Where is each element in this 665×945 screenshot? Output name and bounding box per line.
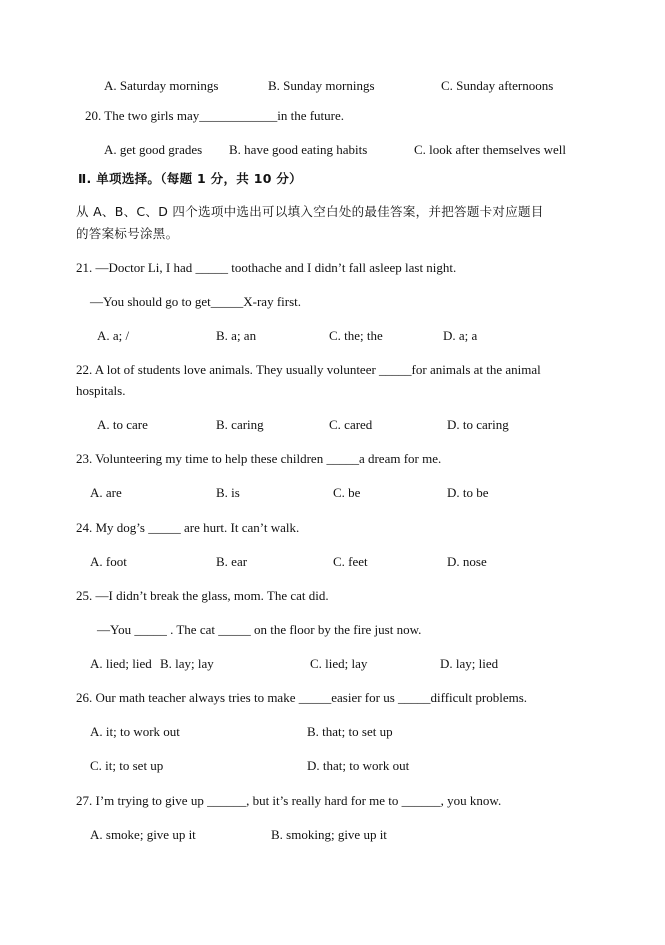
q21-option-a: A. a; / [97, 328, 130, 343]
q26-option-b: B. that; to set up [307, 724, 393, 739]
q25-option-a: A. lied; lied [90, 656, 152, 671]
q25-stem-line-2: —You _____ . The cat _____ on the floor by the fire just now. [97, 622, 422, 637]
q20-option-a: A. get good grades [104, 142, 203, 157]
section-instructions-line-2: 的答案标号涂黑。 [76, 226, 179, 241]
q27-option-a: A. smoke; give up it [90, 827, 196, 842]
q20-option-c: C. look after themselves well [414, 142, 566, 157]
q27-option-b: B. smoking; give up it [271, 827, 387, 842]
q24-stem: 24. My dog’s _____ are hurt. It can’t walk. [76, 520, 300, 535]
q26-option-c: C. it; to set up [90, 758, 164, 773]
q23-option-d: D. to be [447, 485, 489, 500]
q25-option-b: B. lay; lay [160, 656, 214, 671]
q24-option-c: C. feet [333, 554, 368, 569]
q24-option-d: D. nose [447, 554, 487, 569]
section-instructions-line-1: 从 A、B、C、D 四个选项中选出可以填入空白处的最佳答案，并把答题卡对应题目 [76, 204, 544, 219]
q21-option-b: B. a; an [216, 328, 257, 343]
q23-option-b: B. is [216, 485, 240, 500]
q19-option-a: A. Saturday mornings [104, 78, 219, 93]
q19-option-b: B. Sunday mornings [268, 78, 375, 93]
q19-option-c: C. Sunday afternoons [441, 78, 554, 93]
section-heading: Ⅱ. 单项选择。（每题 1 分，共 10 分） [78, 171, 302, 186]
q27-stem: 27. I’m trying to give up ______, but it’s really hard for me to ______, you know. [76, 793, 502, 808]
q22-option-a: A. to care [97, 417, 148, 432]
q26-option-a: A. it; to work out [90, 724, 180, 739]
q24-option-a: A. foot [90, 554, 127, 569]
q22-option-b: B. caring [216, 417, 264, 432]
q20-option-b: B. have good eating habits [229, 142, 368, 157]
q22-stem-line-2: hospitals. [76, 383, 126, 398]
q25-option-c: C. lied; lay [310, 656, 368, 671]
q21-option-d: D. a; a [443, 328, 478, 343]
q21-stem-line-2: —You should go to get_____X-ray first. [90, 294, 302, 309]
q22-option-c: C. cared [329, 417, 373, 432]
q23-stem: 23. Volunteering my time to help these children _____a dream for me. [76, 451, 442, 466]
q23-option-c: C. be [333, 485, 361, 500]
q21-stem-line-1: 21. —Doctor Li, I had _____ toothache and I didn’t fall asleep last night. [76, 260, 457, 275]
q20-stem: 20. The two girls may____________in the future. [85, 108, 345, 123]
q23-option-a: A. are [90, 485, 122, 500]
q26-stem: 26. Our math teacher always tries to make _____easier for us _____difficult problems. [76, 690, 528, 705]
q24-option-b: B. ear [216, 554, 248, 569]
q22-option-d: D. to caring [447, 417, 509, 432]
q26-option-d: D. that; to work out [307, 758, 410, 773]
q22-stem-line-1: 22. A lot of students love animals. They usually volunteer _____for animals at the animal [76, 362, 541, 377]
q21-option-c: C. the; the [329, 328, 383, 343]
q25-stem-line-1: 25. —I didn’t break the glass, mom. The cat did. [76, 588, 329, 603]
q25-option-d: D. lay; lied [440, 656, 499, 671]
